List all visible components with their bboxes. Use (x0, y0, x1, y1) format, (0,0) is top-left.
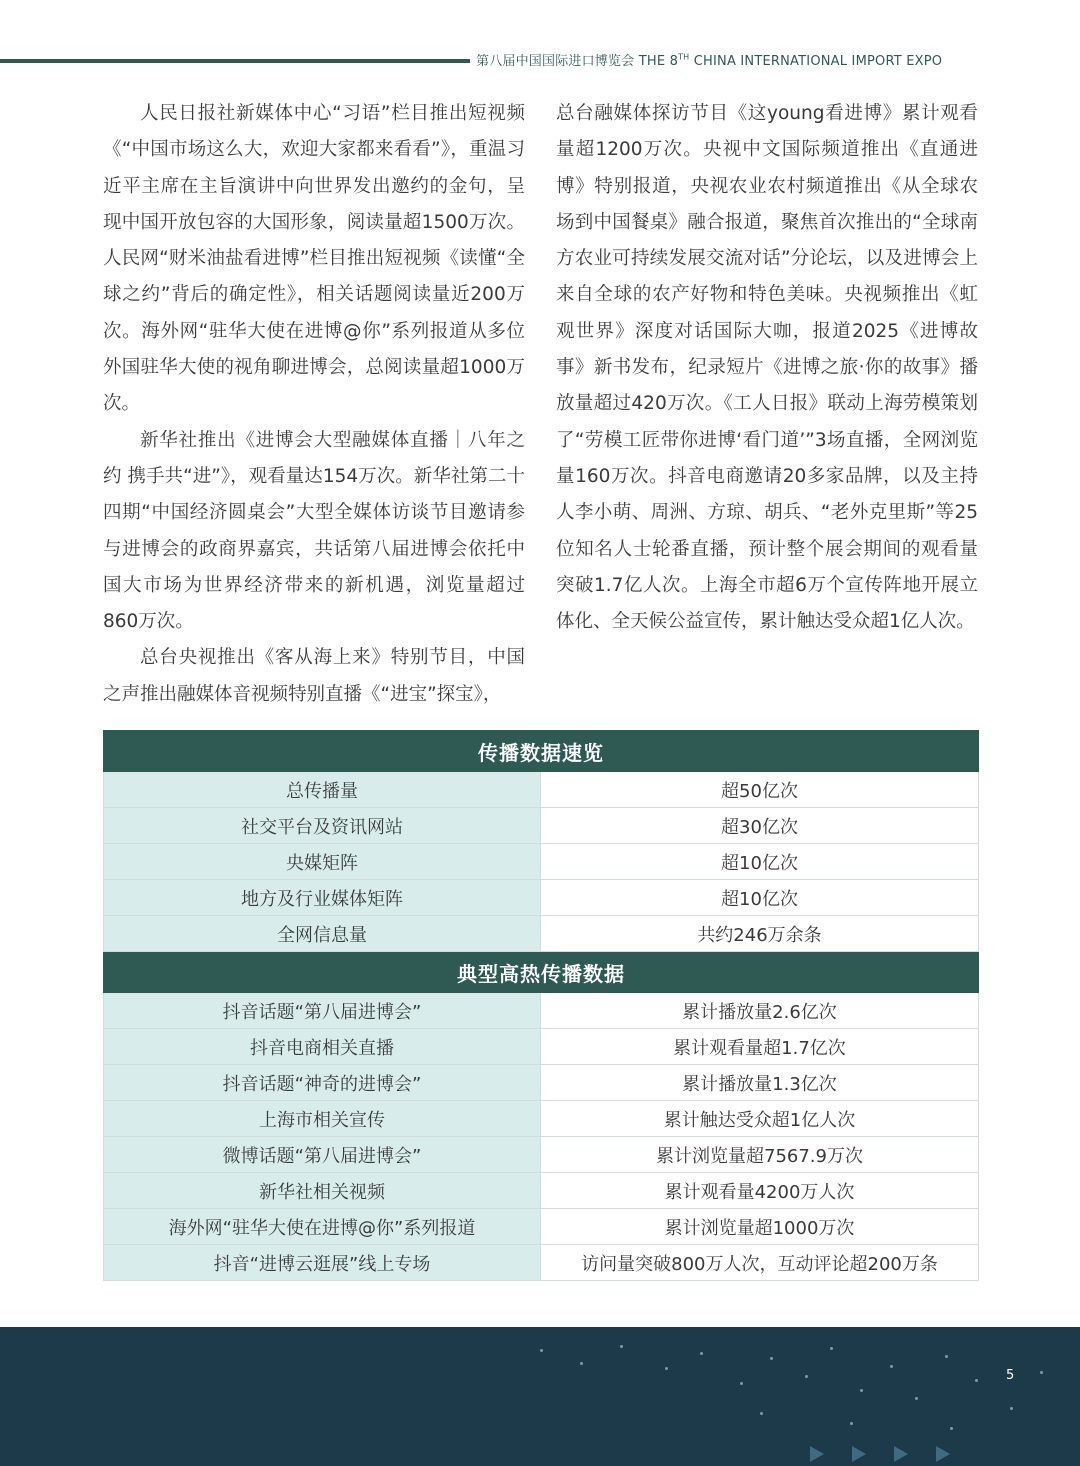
section-title: 典型高热传播数据 (104, 952, 979, 993)
table-row (104, 1101, 979, 1137)
decor-dot (740, 1382, 743, 1385)
decor-dot (915, 1397, 918, 1400)
footer-band (0, 1327, 1080, 1466)
row-label: 海外网“驻华大使在进博@你”系列报道 (104, 1209, 541, 1245)
row-value: 累计播放量2.6亿次 (541, 993, 979, 1029)
table-row (104, 844, 979, 880)
row-label: 央媒矩阵 (104, 844, 541, 880)
decor-dot (975, 1379, 978, 1382)
row-label: 抖音话题“第八届进博会” (104, 993, 541, 1029)
decor-dot (945, 1355, 948, 1358)
row-value: 超10亿次 (541, 880, 979, 916)
row-label: 全网信息量 (104, 916, 541, 952)
table-section-header (104, 731, 979, 772)
running-header (476, 50, 1066, 72)
row-label: 社交平台及资讯网站 (104, 808, 541, 844)
section-title: 传播数据速览 (104, 731, 979, 772)
header-title-en-sup: TH (678, 52, 690, 62)
decor-dot (1040, 1371, 1043, 1374)
row-label: 抖音电商相关直播 (104, 1029, 541, 1065)
decor-dot (850, 1422, 853, 1425)
paragraph: 总台央视推出《客从海上来》特别节目，中国之声推出融媒体音视频特别直播《“进宝”探宝》， (103, 647, 525, 705)
row-value: 共约246万余条 (541, 916, 979, 952)
row-value: 累计触达受众超1亿人次 (541, 1101, 979, 1137)
decor-dot (665, 1367, 668, 1370)
table-row (104, 1029, 979, 1065)
row-label: 上海市相关宣传 (104, 1101, 541, 1137)
table-row (104, 1173, 979, 1209)
table-row (104, 772, 979, 808)
row-label: 新华社相关视频 (104, 1173, 541, 1209)
decor-dot (770, 1357, 773, 1360)
decor-dot (830, 1347, 833, 1350)
row-value: 累计浏览量超7567.9万次 (541, 1137, 979, 1173)
arrow-right-icon (894, 1446, 908, 1462)
row-label: 抖音“进博云逛展”线上专场 (104, 1245, 541, 1281)
decor-dot (620, 1345, 623, 1348)
decor-dot (1010, 1407, 1013, 1410)
decor-dot (760, 1412, 763, 1415)
table-row (104, 1245, 979, 1281)
header-title-en-pre: THE 8 (638, 54, 679, 69)
left-column (103, 96, 525, 713)
row-value: 超10亿次 (541, 844, 979, 880)
header-title-en-post: CHINA INTERNATIONAL IMPORT EXPO (693, 54, 943, 69)
row-value: 访问量突破800万人次，互动评论超200万条 (541, 1245, 979, 1281)
paragraph: 人民日报社新媒体中心“习语”栏目推出短视频《“中国市场这么大，欢迎大家都来看看”》，重温习近平主席在主旨演讲中向世界发出邀约的金句，呈现中国开放包容的大国形象，阅读量超1500万次。人民网“财米油盐看进博”栏目推出短视频《读懂“全球之约”背后的确定性》，相关话题阅读量近200万次。海外网“驻华大使在进博@你”系列报道从多位外国驻华大使的视角聊进博会，总阅读量超1000万次。 (103, 103, 525, 415)
table-row (104, 1209, 979, 1245)
row-label: 微博话题“第八届进博会” (104, 1137, 541, 1173)
stats-table (103, 730, 979, 1281)
arrow-right-icon (810, 1446, 824, 1462)
row-value: 累计观看量4200万人次 (541, 1173, 979, 1209)
table-row (104, 1137, 979, 1173)
header-rule (0, 59, 470, 63)
decor-dot (700, 1352, 703, 1355)
decor-dot (950, 1427, 953, 1430)
row-value: 累计播放量1.3亿次 (541, 1065, 979, 1101)
right-column (556, 96, 978, 640)
table-row (104, 808, 979, 844)
row-value: 超30亿次 (541, 808, 979, 844)
table-row (104, 993, 979, 1029)
header-title-cn: 第八届中国国际进口博览会 (476, 54, 635, 69)
row-label: 抖音话题“神奇的进博会” (104, 1065, 541, 1101)
row-value: 超50亿次 (541, 772, 979, 808)
decor-dot (805, 1375, 808, 1378)
table-row (104, 916, 979, 952)
page-number: 5 (1006, 1368, 1015, 1383)
table-row (104, 1065, 979, 1101)
paragraph: 新华社推出《进博会大型融媒体直播｜八年之约 携手共“进”》，观看量达154万次。新华社第二十四期“中国经济圆桌会”大型全媒体访谈节目邀请参与进博会的政商界嘉宾，共话第八届进博会依托中国大市场为世界经济带来的新机遇，浏览量超过860万次。 (103, 429, 525, 633)
table-section-header (104, 952, 979, 993)
row-label: 总传播量 (104, 772, 541, 808)
decor-dot (860, 1389, 863, 1392)
row-value: 累计浏览量超1000万次 (541, 1209, 979, 1245)
table-row (104, 880, 979, 916)
decor-dot (890, 1365, 893, 1368)
row-label: 地方及行业媒体矩阵 (104, 880, 541, 916)
decor-dot (580, 1362, 583, 1365)
arrow-right-icon (852, 1446, 866, 1462)
arrow-right-icon (936, 1446, 950, 1462)
row-value: 累计观看量超1.7亿次 (541, 1029, 979, 1065)
paragraph: 总台融媒体探访节目《这young看进博》累计观看量超1200万次。央视中文国际频道推出《直通进博》特别报道，央视农业农村频道推出《从全球农场到中国餐桌》融合报道，聚焦首次推出的“全球南方农业可持续发展交流对话”分论坛，以及进博会上来自全球的农产好物和特色美味。央视频推出《虹观世界》深度对话国际大咖，报道2025《进博故事》新书发布，纪录短片《进博之旅·你的故事》播放量超过420万次。《工人日报》联动上海劳模策划了“劳模工匠带你进博‘看门道’”3场直播，全网浏览量160万次。抖音电商邀请20多家品牌，以及主持人李小萌、周洲、方琼、胡兵、“老外克里斯”等25位知名人士轮番直播，预计整个展会期间的观看量突破1.7亿人次。上海全市超6万个宣传阵地开展立体化、全天候公益宣传，累计触达受众超1亿人次。 (556, 103, 978, 633)
decor-dot (540, 1349, 543, 1352)
